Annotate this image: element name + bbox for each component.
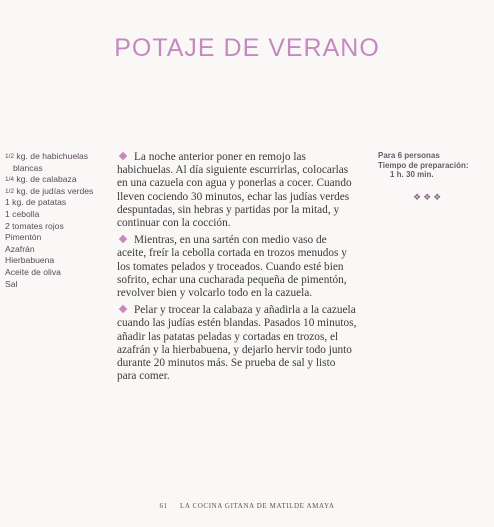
ingredient-text: kg. de calabaza (14, 174, 77, 185)
ingredient-fraction: 1/2 (5, 153, 15, 160)
page-footer (0, 502, 494, 510)
ingredient-item (5, 197, 120, 209)
ingredient-text: Sal (5, 278, 18, 289)
instruction-paragraph: Mientras, en una sartén con medio vaso de aceite, freír la cebolla cortada en trozos menudos y los tomates pelados y troceados. Cuando esté bien sofrito, echar una cucharada pequeña de pimentón, revolver bien y volcarlo todo en la cazuela. (117, 234, 347, 300)
ingredient-item (5, 232, 120, 244)
ingredient-list (5, 151, 120, 290)
instruction-paragraph: La noche anterior poner en remojo las habichuelas. Al día siguiente escurrirlas, colocarlas en una cazuela con agua y ponerlas a cocer. Cuando lleven cociendo 30 minutos, echar las judías verdes despuntadas, sin hebras y partidas por la mitad, y continuar con la cocción. (117, 151, 352, 230)
ingredient-text: 1 cebolla (5, 208, 40, 219)
ingredient-text: kg. de habichuelas (14, 151, 89, 161)
serving-info (378, 151, 478, 180)
ingredient-item (5, 244, 120, 256)
ingredient-item (5, 221, 120, 233)
ingredient-fraction: 1/4 (5, 176, 15, 184)
diamond-bullet-icon (119, 235, 127, 243)
diamond-bullet-icon (119, 152, 127, 160)
ingredient-item (5, 186, 120, 198)
ingredient-item (5, 267, 120, 279)
ingredient-item (5, 174, 120, 186)
recipe-instructions (117, 151, 357, 387)
ingredient-fraction: 1/2 (5, 187, 15, 195)
diamond-bullet-icon (119, 305, 127, 313)
prep-time-label: Tiempo de preparación: (378, 160, 469, 170)
ornament-icon: ❖❖❖ (413, 193, 444, 203)
ingredient-text: Pimentón (5, 232, 42, 243)
ingredient-text: 2 tomates rojos (5, 220, 64, 231)
ingredient-text: Aceite de oliva (5, 266, 61, 277)
ingredient-item (5, 163, 120, 175)
prep-time-value: 1 h. 30 min. (390, 170, 434, 179)
instruction-paragraph: Pelar y trocear la calabaza y añadirla a la cazuela cuando las judías estén blandas. Pasados 10 minutos, añadir las patatas peladas y cortadas en trozos, el azafrán y la hierbabuena, y dejarlo hervir todo junto durante 20 minutos más. Se prueba de sal y listo para comer. (117, 304, 357, 383)
ingredient-item (5, 209, 120, 221)
servings-count: Para 6 personas (378, 151, 440, 160)
book-title: LA COCINA GITANA DE MATILDE AMAYA (180, 502, 335, 510)
ingredient-text: 1 kg. de patatas (5, 197, 67, 208)
page-number: 61 (159, 502, 168, 510)
ingredient-text: Azafrán (5, 243, 35, 254)
ingredient-item (5, 255, 120, 267)
ingredient-text: Hierbabuena (5, 255, 55, 266)
ingredient-item (5, 279, 120, 291)
ingredient-text: blancas (13, 162, 43, 173)
ingredient-item (5, 151, 120, 163)
ingredient-text: kg. de judías verdes (14, 185, 94, 196)
recipe-title: POTAJE DE VERANO (114, 34, 380, 62)
